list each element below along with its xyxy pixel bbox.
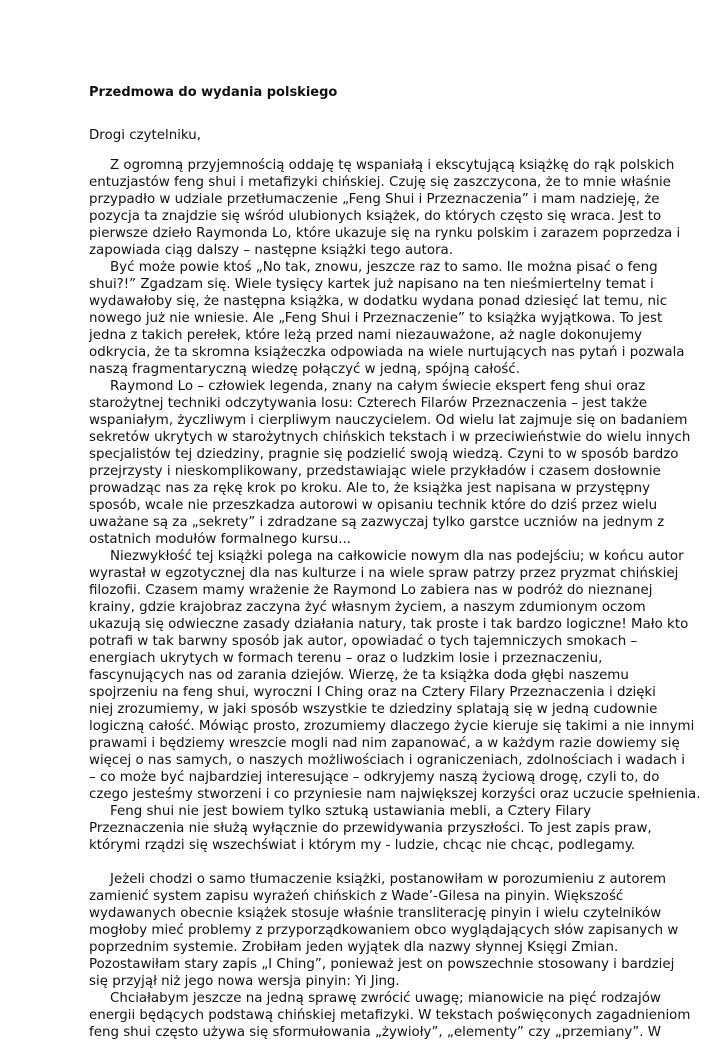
text-line: poprzednim systemie. Zrobiłam jeden wyjątek dla nazwy słynnej Księgi Zmian. [89,940,619,955]
text-line: wyrastał w egzotycznej dla nas kulturze i na wiele spraw patrzy przez pryzmat chińskiej [89,566,679,581]
text-line: Z ogromną przyjemnością oddaję tę wspaniałą i ekscytującą książkę do rąk polskich [110,158,675,173]
text-line: specjalistów tej dziedziny, pragnie się podzielić swoją wiedzą. Czyni to w sposób bardzo [89,447,679,462]
text-line: naszą fragmentaryczną wiedzę połączyć w jedną, spójną całość. [89,362,521,377]
text-line: sposób, wcale nie przeszkadza autorowi w opisaniu technik które do dziś przez wielu [89,498,658,513]
text-line: Być może powie ktoś „No tak, znowu, jeszcze raz to samo. Ile można pisać o feng [110,260,658,275]
text-line: pozycja ta znajdzie się wśród ulubionych książek, do których często się wraca. Jest to [89,209,662,224]
text-line: niej zrozumiemy, w jaki sposób wszystkie te dziedziny splatają się w jedną cudownie [89,702,658,717]
text-line: Feng shui nie jest bowiem tylko sztuką ustawiania mebli, a Cztery Filary [110,804,592,819]
text-line: feng shui często używa się sformułowania „żywioły”, „elementy” czy „przemiany”. W [89,1025,662,1040]
text-line: wspaniałym, życzliwym i cierpliwym nauczycielem. Od wielu lat zajmuje się on badaniem [89,413,688,428]
text-line: odkrycia, że ta skromna książeczka odpowiada na wiele nurtujących nas pytań i pozwala [89,345,685,360]
text-line: starożytnej techniki odczytywania losu: Czterech Filarów Przeznaczenia – jest także [89,396,648,411]
text-line: prowadząc nas za rękę krok po kroku. Ale to, że książka jest napisana w przystępny [89,481,650,496]
text-line: sekretów ukrytych w starożytnych chińskich tekstach i w przeciwieństwie do wielu innych [89,430,691,445]
text-line: więcej o nas samych, o naszych możliwościach i ograniczeniach, zdolnościach i wadach i [89,753,685,768]
text-line: prawami i będziemy wreszcie mogli nad nim zapanować, a w każdym razie dowiemy się [89,736,680,751]
text-line: entuzjastów feng shui i metafizyki chińskiej. Czuję się zaszczycona, że to mnie właśnie [89,175,671,190]
text-line: przypadło w udziale przetłumaczenie „Feng Shui i Przeznaczenia” i mam nadzieję, że [89,192,660,207]
text-line: – co może być najbardziej interesujące – odkryjemy naszą życiową drogę, czyli to, do [89,770,660,785]
text-line: którymi rządzi się wszechświat i którym my - ludzie, chcąc nie chcąc, podlegamy. [89,838,636,853]
text-line: Niezwykłość tej książki polega na całkowicie nowym dla nas podejściu; w końcu autor [110,549,684,564]
text-line: uważane są za „sekrety” i zdradzane są zazwyczaj tylko garstce uczniów na jednym z [89,515,665,530]
text-line: ostatnich modułów formalnego kursu... [89,532,352,547]
blank-line [89,854,701,871]
text-line: fascynujących nas od zarania dziejów. Wierzę, że ta książka doda głębi naszemu [89,668,629,683]
text-line: wydawanych obecnie książek stosuje właśnie transliterację pinyin i wielu czytelników [89,906,662,921]
text-line: potrafi w tak barwny sposób jak autor, opowiadać o tych tajemniczych smokach – [89,634,638,649]
text-line: nowego już nie wniesie. Ale „Feng Shui i Przeznaczenie” to książka wyjątkowa. To jest [89,311,663,326]
text-line: zamienić system zapisu wyrażeń chińskich z Wade’-Gilesa na pinyin. Większość [89,889,624,904]
text-line: Jeżeli chodzi o samo tłumaczenie książki, postanowiłam w porozumieniu z autorem [110,872,667,887]
text-line: energiach ukrytych w formach terenu – oraz o ludzkim losie i przeznaczeniu, [89,651,603,666]
text-line: jedna z takich perełek, które leżą przed nami niezauważone, aż nagle dokonujemy [89,328,643,343]
text-line: się przyjął niż jego nowa wersja pinyin: Yi Jing. [89,974,400,989]
greeting: Drogi czytelniku, [89,128,202,143]
text-line: zapowiada ciąg dalszy – następne książki tego autora. [89,243,453,258]
body-text [89,157,701,1041]
text-line: pierwsze dzieło Raymonda Lo, które ukazuje się na rynku polskim i zarazem poprzedza i [89,226,681,241]
text-line: Przeznaczenia nie służą wyłącznie do przewidywania przyszłości. To jest zapis praw, [89,821,652,836]
text-line: Raymond Lo – człowiek legenda, znany na całym świecie ekspert feng shui oraz [110,379,646,394]
text-line: wydawałoby się, że następna książka, w dodatku wydana ponad dziesięć lat temu, nic [89,294,668,309]
text-line: przejrzysty i nieskomplikowany, przedstawiając wiele przykładów i czasem dosłownie [89,464,661,479]
text-line: krainy, gdzie krajobraz zaczyna żyć własnym życiem, a naszym zdumionym oczom [89,600,646,615]
text-line: energii będących podstawą chińskiej metafizyki. W tekstach poświęconych zagadnieniom [89,1008,691,1023]
text-line: spojrzeniu na feng shui, wyroczni I Ching oraz na Cztery Filary Przeznaczenia i dzięki [89,685,656,700]
page-title: Przedmowa do wydania polskiego [89,85,338,100]
text-line: ukazują się odwieczne zasady działania natury, tak proste i tak bardzo logiczne! Mało kto [89,617,689,632]
text-line: shui?!” Zgadzam się. Wiele tysięcy kartek już napisano na ten nieśmiertelny temat i [89,277,654,292]
text-line: Chciałabym jeszcze na jedną sprawę zwrócić uwagę; mianowicie na pięć rodzajów [110,991,661,1006]
text-line: Pozostawiłam stary zapis „I Ching”, ponieważ jest on powszechnie stosowany i bardziej [89,957,675,972]
text-line: logiczną całość. Mówiąc prosto, zrozumiemy dlaczego życie kieruje się takimi a nie innymi [89,719,695,734]
text-line: filozofii. Czasem mamy wrażenie że Raymond Lo zabiera nas w podróż do nieznanej [89,583,653,598]
text-line: mogłoby mieć problemy z przyporządkowaniem obco wyglądających słów zapisanych w [89,923,679,938]
text-line: czego jesteśmy stworzeni i co przyniesie nam największej korzyści oraz uczucie spełnienia. [89,787,701,802]
